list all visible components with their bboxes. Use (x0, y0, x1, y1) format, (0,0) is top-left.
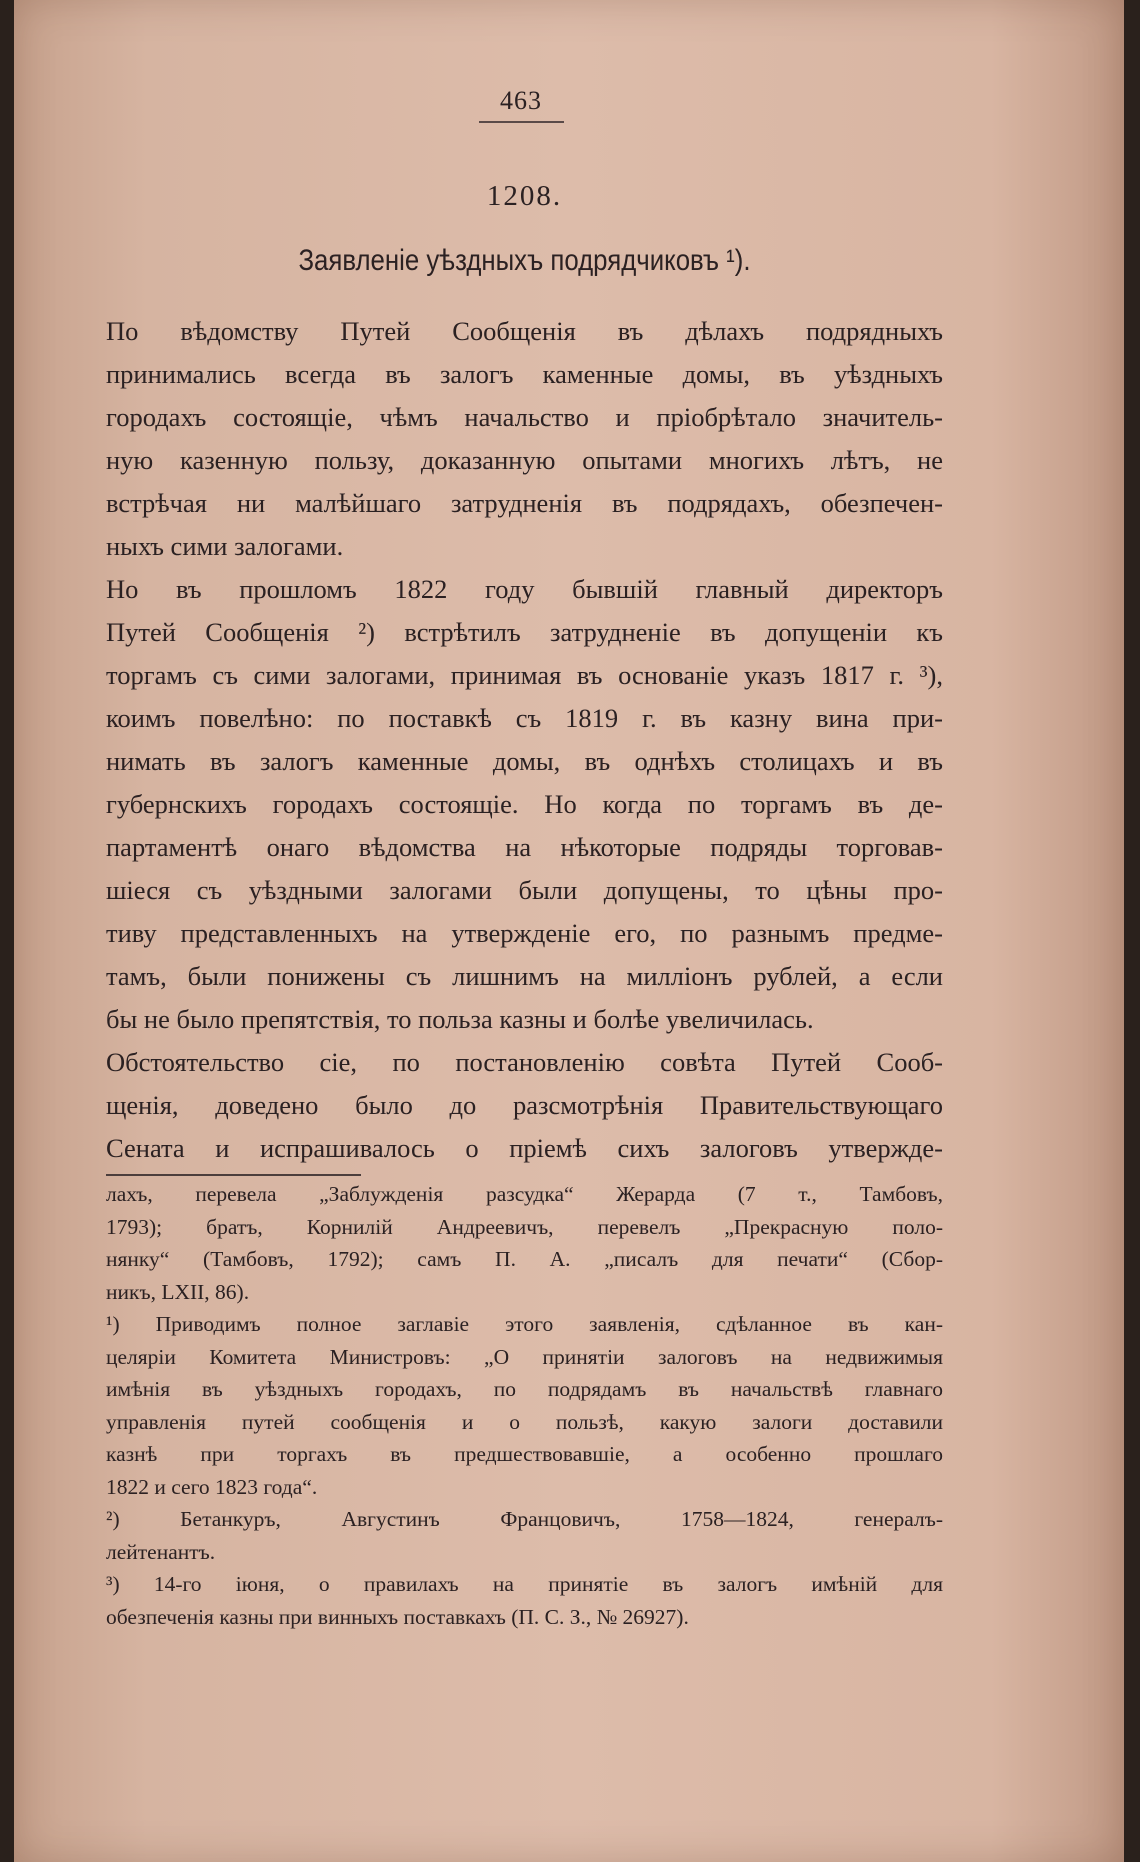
page-number: 463 (500, 86, 542, 115)
body-line: коимъ повелѣно: по поставкѣ съ 1819 г. въ казну вина при- (106, 703, 943, 733)
body-line: шіеся съ уѣздными залогами были допущены, то цѣны про- (106, 875, 943, 905)
footnote-line: 1793); братъ, Корнилій Андреевичъ, перевелъ „Прекрасную поло- (106, 1214, 943, 1239)
footnote-line: обезпеченія казны при винныхъ поставкахъ (П. С. З., № 26927). (106, 1604, 689, 1629)
body-line: встрѣчая ни малѣйшаго затрудненія въ подрядахъ, обезпечен- (106, 488, 943, 518)
footnote-line: никъ, LXII, 86). (106, 1279, 250, 1304)
body-line: Путей Сообщенія ²) встрѣтилъ затрудненіе въ допущеніи къ (106, 617, 943, 647)
body-line: Обстоятельство сіе, по постановленію совѣта Путей Сооб- (106, 1047, 943, 1077)
footnote-line: имѣнія въ уѣздныхъ городахъ, по подрядамъ въ начальствѣ главнаго (106, 1377, 943, 1401)
footnote-line: целяріи Комитета Министровъ: „О принятіи залоговъ на недвижимыя (106, 1344, 943, 1369)
body-line: торгамъ съ сими залогами, принимая въ основаніе указъ 1817 г. ³), (106, 660, 943, 690)
footnote-line: лахъ, перевела „Заблужденія разсудка“ Жерарда (7 т., Тамбовъ, (106, 1182, 943, 1206)
footnotes (106, 1178, 943, 1633)
body-line: ную казенную пользу, доказанную опытами многихъ лѣтъ, не (106, 445, 943, 475)
document-title: Заявленіе уѣздныхъ подрядчиковъ ¹). (298, 244, 751, 277)
book-page (14, 0, 1124, 1862)
body-line: городахъ состоящіе, чѣмъ начальство и пріобрѣтало значитель- (106, 402, 943, 432)
footnote-line: 1822 и сего 1823 года“. (106, 1474, 318, 1499)
body-line: тиву представленныхъ на утвержденіе его, по разнымъ предме- (106, 918, 943, 948)
body-line: Сената и испрашивалось о пріемѣ сихъ залоговъ утвержде- (106, 1133, 943, 1163)
body-line: партаментѣ онаго вѣдомства на нѣкоторые подряды торговав- (106, 832, 943, 862)
body-line: тамъ, были понижены съ лишнимъ на милліонъ рублей, а если (106, 961, 943, 991)
body-line: принимались всегда въ залогъ каменные домы, въ уѣздныхъ (106, 359, 943, 389)
body-line: бы не было препятствія, то польза казны и болѣе увеличилась. (106, 1004, 814, 1034)
footnote-line: ¹) Приводимъ полное заглавіе этого заявленія, сдѣланное въ кан- (106, 1312, 943, 1336)
footnote-rule (106, 1174, 361, 1176)
body-line: щенія, доведено было до разсмотрѣнія Правительствующаго (106, 1090, 943, 1120)
body-text (106, 310, 943, 1170)
footnote-line: ²) Бетанкуръ, Августинъ Францовичъ, 1758—1824, генералъ- (106, 1507, 943, 1531)
document-number: 1208. (486, 180, 563, 212)
body-line: губернскихъ городахъ состоящіе. Но когда по торгамъ въ де- (106, 789, 943, 819)
footnote-line: нянку“ (Тамбовъ, 1792); самъ П. А. „писалъ для печати“ (Сбор- (106, 1247, 943, 1271)
body-line: нимать въ залогъ каменные домы, въ однѣхъ столицахъ и въ (106, 746, 943, 776)
footnote-line: управленія путей сообщенія и о пользѣ, какую залоги доставили (106, 1409, 943, 1434)
footnote-line: ³) 14-го іюня, о правилахъ на принятіе въ залогъ имѣній для (106, 1572, 943, 1596)
body-line: ныхъ сими залогами. (106, 531, 344, 561)
page-number-rule (479, 121, 564, 123)
footnote-line: лейтенантъ. (106, 1539, 216, 1564)
footnote-line: казнѣ при торгахъ въ предшествовавшіе, а особенно прошлаго (106, 1442, 943, 1466)
body-line: Но въ прошломъ 1822 году бывшій главный директоръ (106, 574, 943, 604)
body-line: По вѣдомству Путей Сообщенія въ дѣлахъ подрядныхъ (106, 316, 943, 346)
